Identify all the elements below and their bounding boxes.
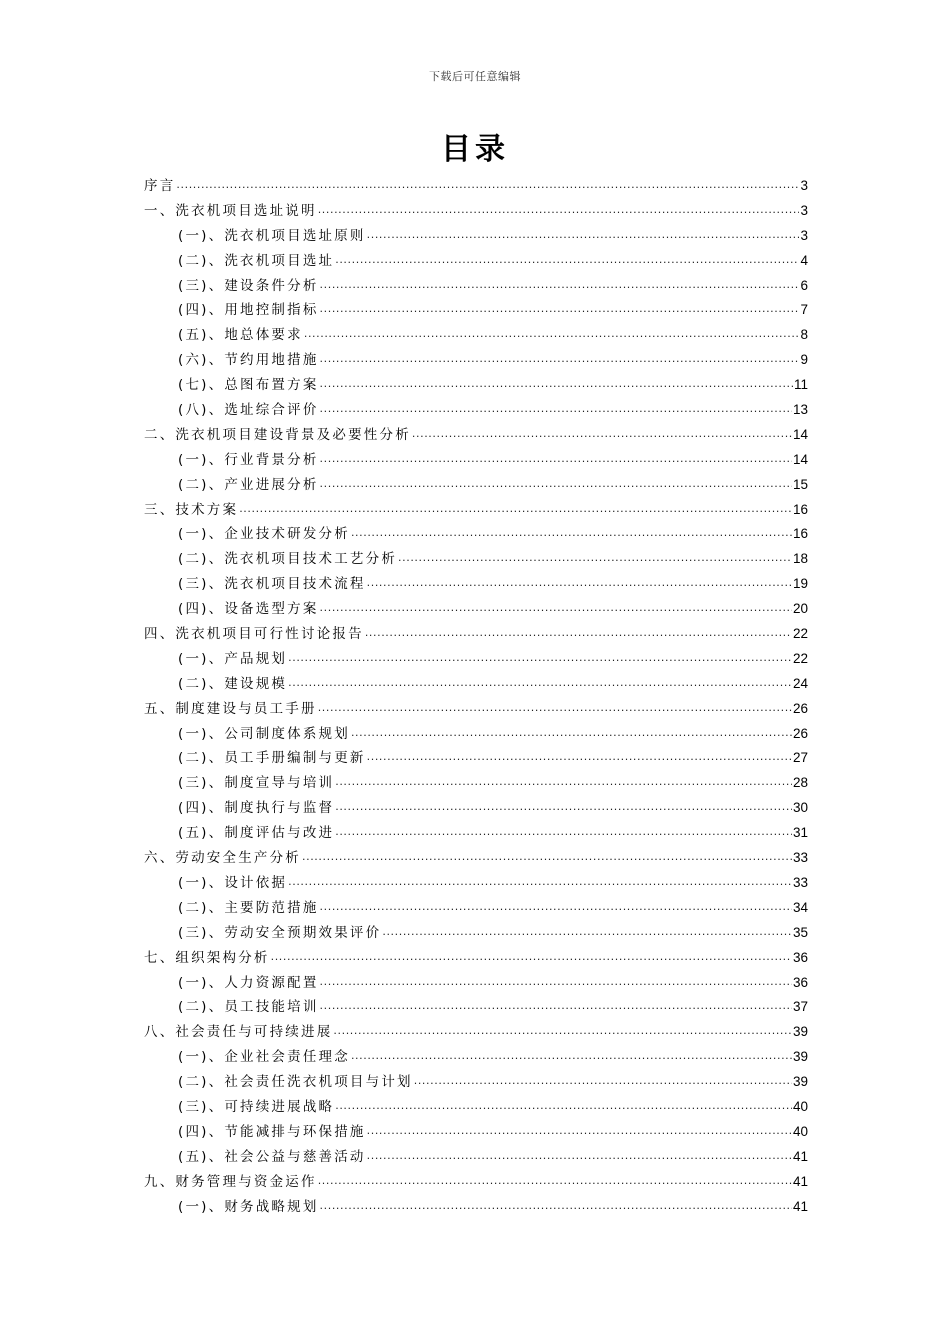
toc-dot-leader: [335, 249, 799, 274]
toc-page-number: 26: [792, 725, 808, 741]
toc-entry-title: (五)、制度评估与改进: [178, 825, 335, 842]
toc-dot-leader: [271, 946, 792, 971]
toc-page-number: 19: [792, 576, 808, 592]
toc-chapter-entry[interactable]: [144, 1170, 808, 1195]
toc-entry-title: (三)、制度宣导与培训: [178, 775, 335, 792]
toc-section-entry[interactable]: [144, 398, 808, 423]
toc-dot-leader: [320, 398, 792, 423]
toc-page-number: 36: [792, 949, 808, 965]
toc-section-entry[interactable]: [144, 1195, 808, 1220]
toc-entry-title: (一)、设计依据: [178, 874, 288, 891]
toc-entry-title: (一)、公司制度体系规划: [178, 725, 350, 742]
toc-page-number: 16: [792, 526, 808, 542]
toc-section-entry[interactable]: [144, 323, 808, 348]
toc-dot-leader: [351, 722, 792, 747]
toc-dot-leader: [176, 174, 799, 199]
toc-page-number: 33: [792, 874, 808, 890]
toc-section-entry[interactable]: [144, 896, 808, 921]
toc-dot-leader: [414, 1070, 792, 1095]
toc-page-number: 9: [800, 352, 808, 368]
toc-entry-title: 三、技术方案: [144, 501, 239, 518]
toc-entry-title: (二)、产业进展分析: [178, 476, 319, 493]
toc-page-number: 41: [792, 1148, 808, 1164]
toc-entry-title: 二、洗衣机项目建设背景及必要性分析: [144, 426, 411, 443]
toc-entry-title: (四)、制度执行与监督: [178, 800, 335, 817]
toc-dot-leader: [320, 597, 792, 622]
toc-entry-title: (二)、员工技能培训: [178, 999, 319, 1016]
toc-dot-leader: [412, 423, 792, 448]
toc-page-number: 11: [793, 377, 808, 393]
toc-entry-title: (二)、社会责任洗衣机项目与计划: [178, 1074, 413, 1091]
toc-entry-title: (二)、员工手册编制与更新: [178, 750, 366, 767]
toc-entry-title: 八、社会责任与可持续进展: [144, 1024, 333, 1041]
toc-section-entry[interactable]: [144, 473, 808, 498]
toc-dot-leader: [320, 1195, 792, 1220]
toc-dot-leader: [365, 622, 792, 647]
toc-entry-title: (一)、行业背景分析: [178, 451, 319, 468]
toc-section-entry[interactable]: [144, 1045, 808, 1070]
toc-page-number: 28: [792, 775, 808, 791]
toc-page-number: 26: [792, 700, 808, 716]
toc-page-number: 39: [792, 1074, 808, 1090]
toc-chapter-entry[interactable]: [144, 498, 808, 523]
toc-chapter-entry[interactable]: [144, 622, 808, 647]
toc-entry-title: (三)、劳动安全预期效果评价: [178, 924, 382, 941]
toc-page-number: 14: [792, 451, 808, 467]
toc-entry-title: (四)、用地控制指标: [178, 302, 319, 319]
toc-section-entry[interactable]: [144, 448, 808, 473]
toc-page-number: 22: [792, 650, 808, 666]
toc-page-number: 6: [800, 277, 808, 293]
toc-entry-title: (一)、人力资源配置: [178, 974, 319, 991]
toc-page-number: 3: [800, 178, 808, 193]
toc-section-entry[interactable]: [144, 1095, 808, 1120]
toc-entry-title: 一、洗衣机项目选址说明: [144, 202, 317, 219]
toc-dot-leader: [320, 971, 792, 996]
toc-dot-leader: [351, 1045, 792, 1070]
toc-dot-leader: [367, 1120, 792, 1145]
toc-dot-leader: [320, 448, 792, 473]
toc-entry-title: 六、劳动安全生产分析: [144, 850, 301, 867]
toc-page-number: 35: [792, 924, 808, 940]
toc-entry-title: (七)、总图布置方案: [178, 377, 319, 394]
toc-entry-title: (一)、财务战略规划: [178, 1198, 319, 1215]
toc-section-entry[interactable]: [144, 971, 808, 996]
toc-page-number: 41: [792, 1173, 808, 1189]
toc-entry-title: (三)、洗衣机项目技术流程: [178, 576, 366, 593]
toc-entry-title: (二)、主要防范措施: [178, 899, 319, 916]
header-note: 下载后可任意编辑: [429, 70, 521, 83]
toc-dot-leader: [335, 821, 792, 846]
toc-dot-leader: [288, 647, 792, 672]
toc-section-entry[interactable]: [144, 921, 808, 946]
toc-dot-leader: [320, 348, 800, 373]
toc-section-entry[interactable]: [144, 274, 808, 299]
toc-dot-leader: [288, 672, 792, 697]
toc-section-entry[interactable]: [144, 821, 808, 846]
toc-dot-leader: [304, 323, 800, 348]
toc-entry-title: (五)、地总体要求: [178, 327, 303, 344]
toc-entry-title: 七、组织架构分析: [144, 949, 270, 966]
toc-entry-title: (三)、可持续进展战略: [178, 1098, 335, 1115]
toc-entry-title: 五、制度建设与员工手册: [144, 700, 317, 717]
toc-section-entry[interactable]: [144, 722, 808, 747]
toc-section-entry[interactable]: [144, 647, 808, 672]
toc-page-number: 24: [792, 675, 808, 691]
toc-page-number: 18: [792, 551, 808, 567]
toc-page-number: 37: [792, 999, 808, 1015]
toc-dot-leader: [335, 796, 792, 821]
toc-entry-title: (五)、社会公益与慈善活动: [178, 1148, 366, 1165]
toc-page-number: 39: [792, 1049, 808, 1065]
toc-title: 目录: [441, 132, 509, 167]
toc-page-number: 39: [792, 1024, 808, 1040]
toc-page-number: 8: [800, 327, 808, 343]
toc-dot-leader: [318, 199, 800, 224]
toc-section-entry[interactable]: [144, 771, 808, 796]
toc-entry-title: (四)、节能减排与环保措施: [178, 1123, 366, 1140]
toc-section-entry[interactable]: [144, 995, 808, 1020]
toc-section-entry[interactable]: [144, 249, 808, 274]
toc-list: [144, 174, 808, 1219]
toc-page-number: 14: [792, 426, 808, 442]
toc-page-number: 15: [792, 476, 808, 492]
toc-section-entry[interactable]: [144, 298, 808, 323]
toc-entry-title: (三)、建设条件分析: [178, 277, 319, 294]
toc-dot-leader: [320, 995, 792, 1020]
toc-page-number: 22: [792, 626, 808, 642]
toc-dot-leader: [320, 896, 792, 921]
toc-dot-leader: [302, 846, 792, 871]
toc-dot-leader: [318, 697, 792, 722]
toc-section-entry[interactable]: [144, 746, 808, 771]
toc-section-entry[interactable]: [144, 1120, 808, 1145]
toc-dot-leader: [367, 1145, 792, 1170]
toc-page-number: 7: [800, 302, 808, 318]
toc-chapter-entry[interactable]: [144, 423, 808, 448]
toc-section-entry[interactable]: [144, 1070, 808, 1095]
toc-dot-leader: [335, 771, 792, 796]
toc-entry-title: 九、财务管理与资金运作: [144, 1173, 317, 1190]
toc-dot-leader: [320, 373, 793, 398]
toc-entry-title: (二)、洗衣机项目技术工艺分析: [178, 551, 398, 568]
toc-dot-leader: [320, 473, 792, 498]
toc-entry-title: (四)、设备选型方案: [178, 601, 319, 618]
toc-dot-leader: [351, 522, 792, 547]
toc-section-entry[interactable]: [144, 224, 808, 249]
toc-page-number: 31: [792, 825, 808, 841]
toc-dot-leader: [320, 274, 800, 299]
toc-section-entry[interactable]: [144, 547, 808, 572]
toc-entry-title: (八)、选址综合评价: [178, 402, 319, 419]
toc-entry-title: (二)、洗衣机项目选址: [178, 252, 335, 269]
toc-page-number: 3: [800, 202, 808, 218]
toc-dot-leader: [239, 498, 792, 523]
toc-dot-leader: [367, 224, 800, 249]
toc-chapter-entry[interactable]: [144, 697, 808, 722]
toc-section-entry[interactable]: [144, 597, 808, 622]
toc-page-number: 36: [792, 974, 808, 990]
toc-page-number: 13: [792, 402, 808, 418]
toc-page-number: 16: [792, 501, 808, 517]
toc-entry-title: (一)、产品规划: [178, 650, 288, 667]
toc-page-number: 27: [792, 750, 808, 766]
toc-entry-title: (一)、洗衣机项目选址原则: [178, 227, 366, 244]
toc-entry-title: (一)、企业社会责任理念: [178, 1049, 350, 1066]
toc-dot-leader: [288, 871, 792, 896]
toc-section-entry[interactable]: [144, 373, 808, 398]
toc-page-number: 33: [792, 850, 808, 866]
toc-dot-leader: [398, 547, 792, 572]
toc-entry-title: (二)、建设规模: [178, 675, 288, 692]
toc-dot-leader: [382, 921, 792, 946]
toc-page-number: 41: [792, 1198, 808, 1214]
toc-chapter-entry[interactable]: [144, 846, 808, 871]
toc-section-entry[interactable]: [144, 1145, 808, 1170]
toc-page-number: 20: [792, 601, 808, 617]
toc-section-entry[interactable]: [144, 572, 808, 597]
toc-dot-leader: [335, 1095, 792, 1120]
toc-dot-leader: [367, 746, 792, 771]
toc-dot-leader: [318, 1170, 792, 1195]
toc-entry-title: 序言: [144, 178, 176, 194]
toc-page-number: 40: [792, 1123, 808, 1139]
toc-chapter-entry[interactable]: [144, 1020, 808, 1045]
toc-page-number: 3: [800, 227, 808, 243]
toc-chapter-entry[interactable]: [144, 946, 808, 971]
toc-section-entry[interactable]: [144, 522, 808, 547]
toc-entry-title: (六)、节约用地措施: [178, 352, 319, 369]
toc-section-entry[interactable]: [144, 796, 808, 821]
toc-page-number: 4: [800, 252, 808, 268]
toc-chapter-entry[interactable]: [144, 199, 808, 224]
toc-dot-leader: [367, 572, 792, 597]
toc-entry-title: (一)、企业技术研发分析: [178, 526, 350, 543]
toc-page-number: 40: [792, 1098, 808, 1114]
toc-section-entry[interactable]: [144, 871, 808, 896]
toc-section-entry[interactable]: [144, 672, 808, 697]
toc-page-number: 30: [792, 800, 808, 816]
toc-entry-title: 四、洗衣机项目可行性讨论报告: [144, 626, 364, 643]
toc-dot-leader: [320, 298, 800, 323]
toc-page-number: 34: [792, 899, 808, 915]
toc-dot-leader: [333, 1020, 792, 1045]
toc-section-entry[interactable]: [144, 348, 808, 373]
toc-chapter-entry[interactable]: [144, 174, 808, 199]
